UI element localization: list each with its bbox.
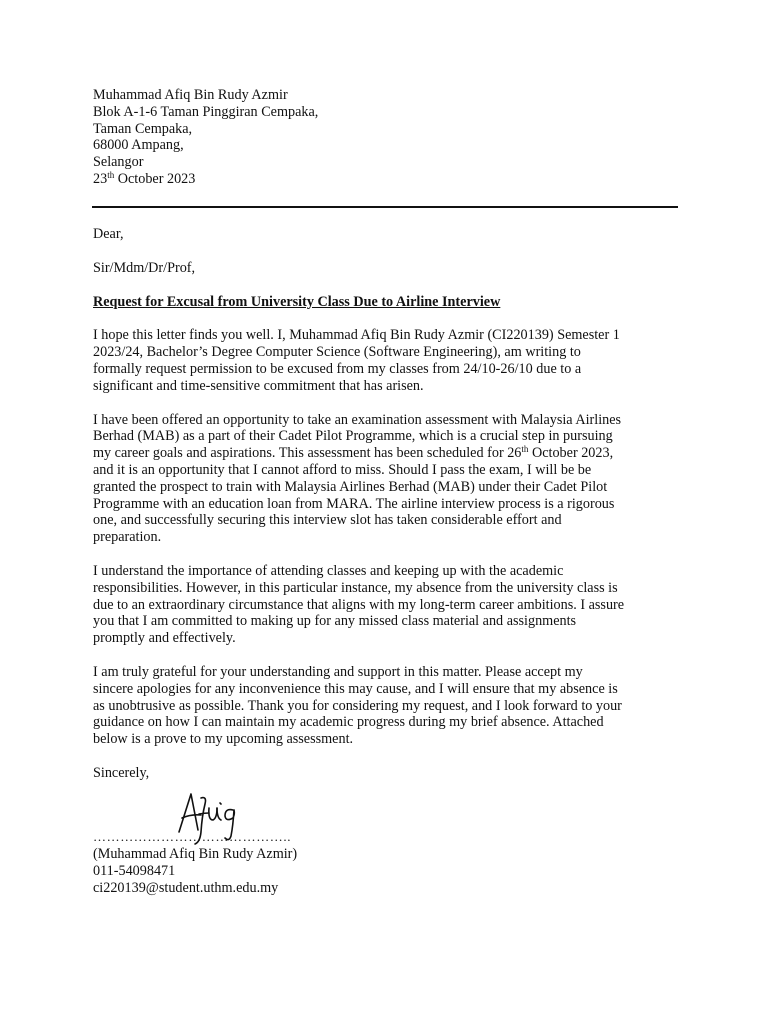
letter-date (93, 171, 653, 188)
paragraph-line: as unobtrusive as possible. Thank you for considering my request, and I look forward to your (93, 697, 622, 714)
salutation-recipient: Sir/Mdm/Dr/Prof, (93, 259, 196, 276)
paragraph-line: formally request permission to be excused from my classes from 24/10-26/10 due to a (93, 360, 582, 377)
paragraph-text: This assessment has been scheduled for 26 (275, 445, 522, 462)
paragraph-line: one, and successfully securing this interview slot has taken considerable effort and (93, 512, 562, 529)
sender-name: Muhammad Afiq Bin Rudy Azmir (93, 87, 288, 103)
address-line-2: Taman Cempaka, (93, 120, 193, 137)
paragraph-line (93, 445, 683, 462)
paragraph-line: Programme with an education loan from MARA. The airline interview process is a rigorous (93, 495, 615, 512)
paragraph-line: I hope this letter finds you well. I, Muhammad Afiq Bin Rudy Azmir (CI220139) Semester 1 (93, 327, 620, 344)
ordinal-suffix: th (521, 444, 529, 455)
contact-email: ci220139@student.uthm.edu.my (93, 879, 279, 896)
paragraph-line: I understand the importance of attending classes and keeping up with the academic (93, 562, 564, 579)
paragraph-text: my career goals and aspirations. (93, 445, 276, 462)
paragraph-2 (93, 412, 683, 546)
address-line-1: Blok A-1-6 Taman Pinggiran Cempaka, (93, 103, 319, 120)
paragraph-line: Berhad (MAB) as a part of their Cadet Pilot Programme, which is a crucial step in pursuing (93, 428, 613, 445)
paragraph-line: you that I am committed to making up for any missed class material and assignments (93, 613, 577, 630)
contact-block (93, 846, 297, 896)
letter-subject: Request for Excusal from University Class Due to Airline Interview (93, 293, 501, 310)
paragraph-line: sincere apologies for any inconvenience this may cause, and I will ensure that my absence is (93, 680, 618, 697)
paragraph-line: granted the prospect to train with Malaysia Airlines Berhad (MAB) under their Cadet Pilot (93, 478, 608, 495)
paragraph-line: below is a prove to my upcoming assessment. (93, 731, 354, 748)
contact-name: (Muhammad Afiq Bin Rudy Azmir) (93, 846, 298, 862)
paragraph-line: 2023/24, Bachelor’s Degree Computer Science (Software Engineering), am writing to (93, 344, 581, 361)
paragraph-4 (93, 664, 683, 748)
paragraph-line: and it is an opportunity that I cannot afford to miss. Should I pass the exam, I will be be (93, 461, 592, 478)
salutation-dear: Dear, (93, 226, 124, 242)
date-day: 23 (93, 170, 108, 187)
paragraph-3 (93, 563, 683, 647)
paragraph-line: guidance on how I can maintain my academic progress during my brief absence. Attached (93, 714, 604, 731)
address-line-3: 68000 Ampang, (93, 137, 184, 154)
paragraph-line: due to an extraordinary circumstance that aligns with my long-term career ambitions. I assure (93, 596, 625, 613)
contact-phone: 011-54098471 (93, 862, 176, 879)
closing: Sincerely, (93, 764, 150, 781)
signature-line: …………………………………….. (93, 829, 292, 844)
paragraph-line: promptly and effectively. (93, 630, 236, 647)
paragraph-line: I am truly grateful for your understanding and support in this matter. Please accept my (93, 663, 583, 680)
paragraph-line: I have been offered an opportunity to take an examination assessment with Malaysia Airlines (93, 411, 622, 428)
date-month-year: October 2023 (114, 170, 196, 187)
paragraph-text: October 2023, (528, 445, 614, 462)
paragraph-line: preparation. (93, 529, 162, 546)
date-suffix: th (107, 170, 115, 181)
paragraph-line: significant and time-sensitive commitment that has arisen. (93, 377, 424, 394)
address-line-4: Selangor (93, 154, 144, 171)
letter-body (93, 226, 683, 799)
paragraph-line: responsibilities. However, in this particular instance, my absence from the university class is (93, 579, 618, 596)
header-divider (92, 206, 678, 208)
paragraph-1 (93, 327, 683, 394)
sender-address-block (93, 87, 653, 188)
